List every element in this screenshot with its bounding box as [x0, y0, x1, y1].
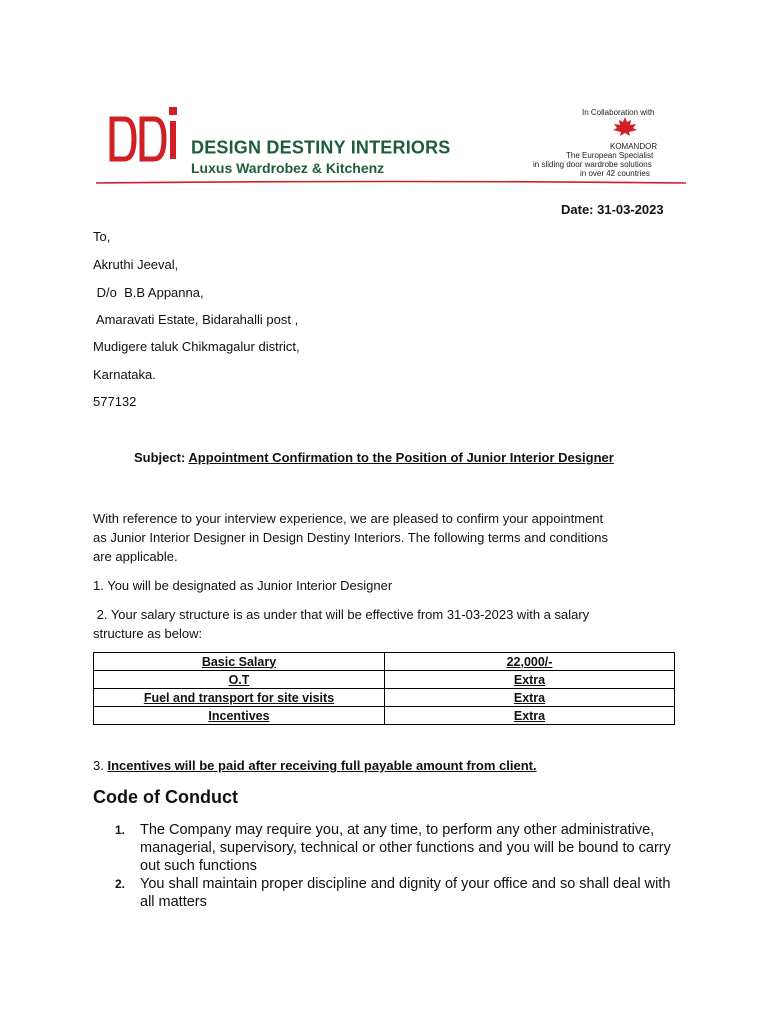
- term-point-3: [93, 756, 537, 775]
- company-tagline: Luxus Wardrobez & Kitchenz: [191, 160, 385, 176]
- term-point-1: 1. You will be designated as Junior Interior Designer: [93, 578, 393, 593]
- intro-line: are applicable.: [93, 549, 178, 564]
- table-cell-item: Incentives: [94, 707, 385, 725]
- table-cell-value: 22,000/-: [385, 653, 675, 671]
- address-line: Mudigere taluk Chikmagalur district,: [93, 339, 300, 354]
- letter-date: Date: 31-03-2023: [561, 202, 664, 217]
- list-item: You shall maintain proper discipline and dignity of your office and so shall deal with all matters: [140, 876, 671, 910]
- code-of-conduct-heading: Code of Conduct: [93, 787, 238, 807]
- subject-line: [134, 448, 614, 467]
- address-line: Amaravati Estate, Bidarahalli post ,: [93, 312, 299, 327]
- table-row: [94, 707, 675, 725]
- list-item: The Company may require you, at any time, to perform any other administrative, managerial, supervisory, technical or other functions and you will be bound to carry out such functions: [140, 822, 671, 874]
- table-row: [94, 653, 675, 671]
- table-cell-item: O.T: [94, 671, 385, 689]
- salary-table: [93, 652, 675, 725]
- intro-line: as Junior Interior Designer in Design Destiny Interiors. The following terms and conditions: [93, 530, 608, 545]
- list-number: 2.: [115, 877, 126, 891]
- company-name: DESIGN DESTINY INTERIORS: [191, 136, 451, 158]
- intro-line: With reference to your interview experience, we are pleased to confirm your appointment: [93, 511, 604, 526]
- collab-desc: in sliding door wardrobe solutions: [533, 160, 652, 169]
- address-line: D/o B.B Appanna,: [93, 285, 204, 300]
- subject-text: Appointment Confirmation to the Position of Junior Interior Designer: [188, 450, 614, 465]
- table-cell-item: Fuel and transport for site visits: [94, 689, 385, 707]
- table-row: [94, 689, 675, 707]
- point-3-text: Incentives will be paid after receiving full payable amount from client.: [107, 758, 537, 773]
- table-cell-value: Extra: [385, 671, 675, 689]
- collab-tagline: The European Specialist: [566, 151, 654, 160]
- collab-brand: KOMANDOR: [610, 142, 658, 151]
- ddi-logo: [108, 105, 184, 165]
- postal-code: 577132: [93, 394, 137, 409]
- term-point-2-cont: structure as below:: [93, 626, 203, 641]
- table-cell-value: Extra: [385, 707, 675, 725]
- table-cell-value: Extra: [385, 689, 675, 707]
- header-divider: [96, 180, 686, 186]
- list-number: 1.: [115, 823, 126, 837]
- collab-label: In Collaboration with: [582, 108, 655, 117]
- maple-leaf-icon: [612, 116, 638, 138]
- to-line: To,: [93, 229, 111, 244]
- address-line: Karnataka.: [93, 367, 156, 382]
- point-3-prefix: 3.: [93, 758, 108, 773]
- table-cell-item: Basic Salary: [94, 653, 385, 671]
- address-line: Akruthi Jeeval,: [93, 257, 179, 272]
- table-row: [94, 671, 675, 689]
- collab-countries: in over 42 countries: [580, 169, 650, 178]
- subject-label: Subject:: [134, 450, 189, 465]
- term-point-2: 2. Your salary structure is as under that will be effective from 31-03-2023 with a salary: [93, 607, 590, 622]
